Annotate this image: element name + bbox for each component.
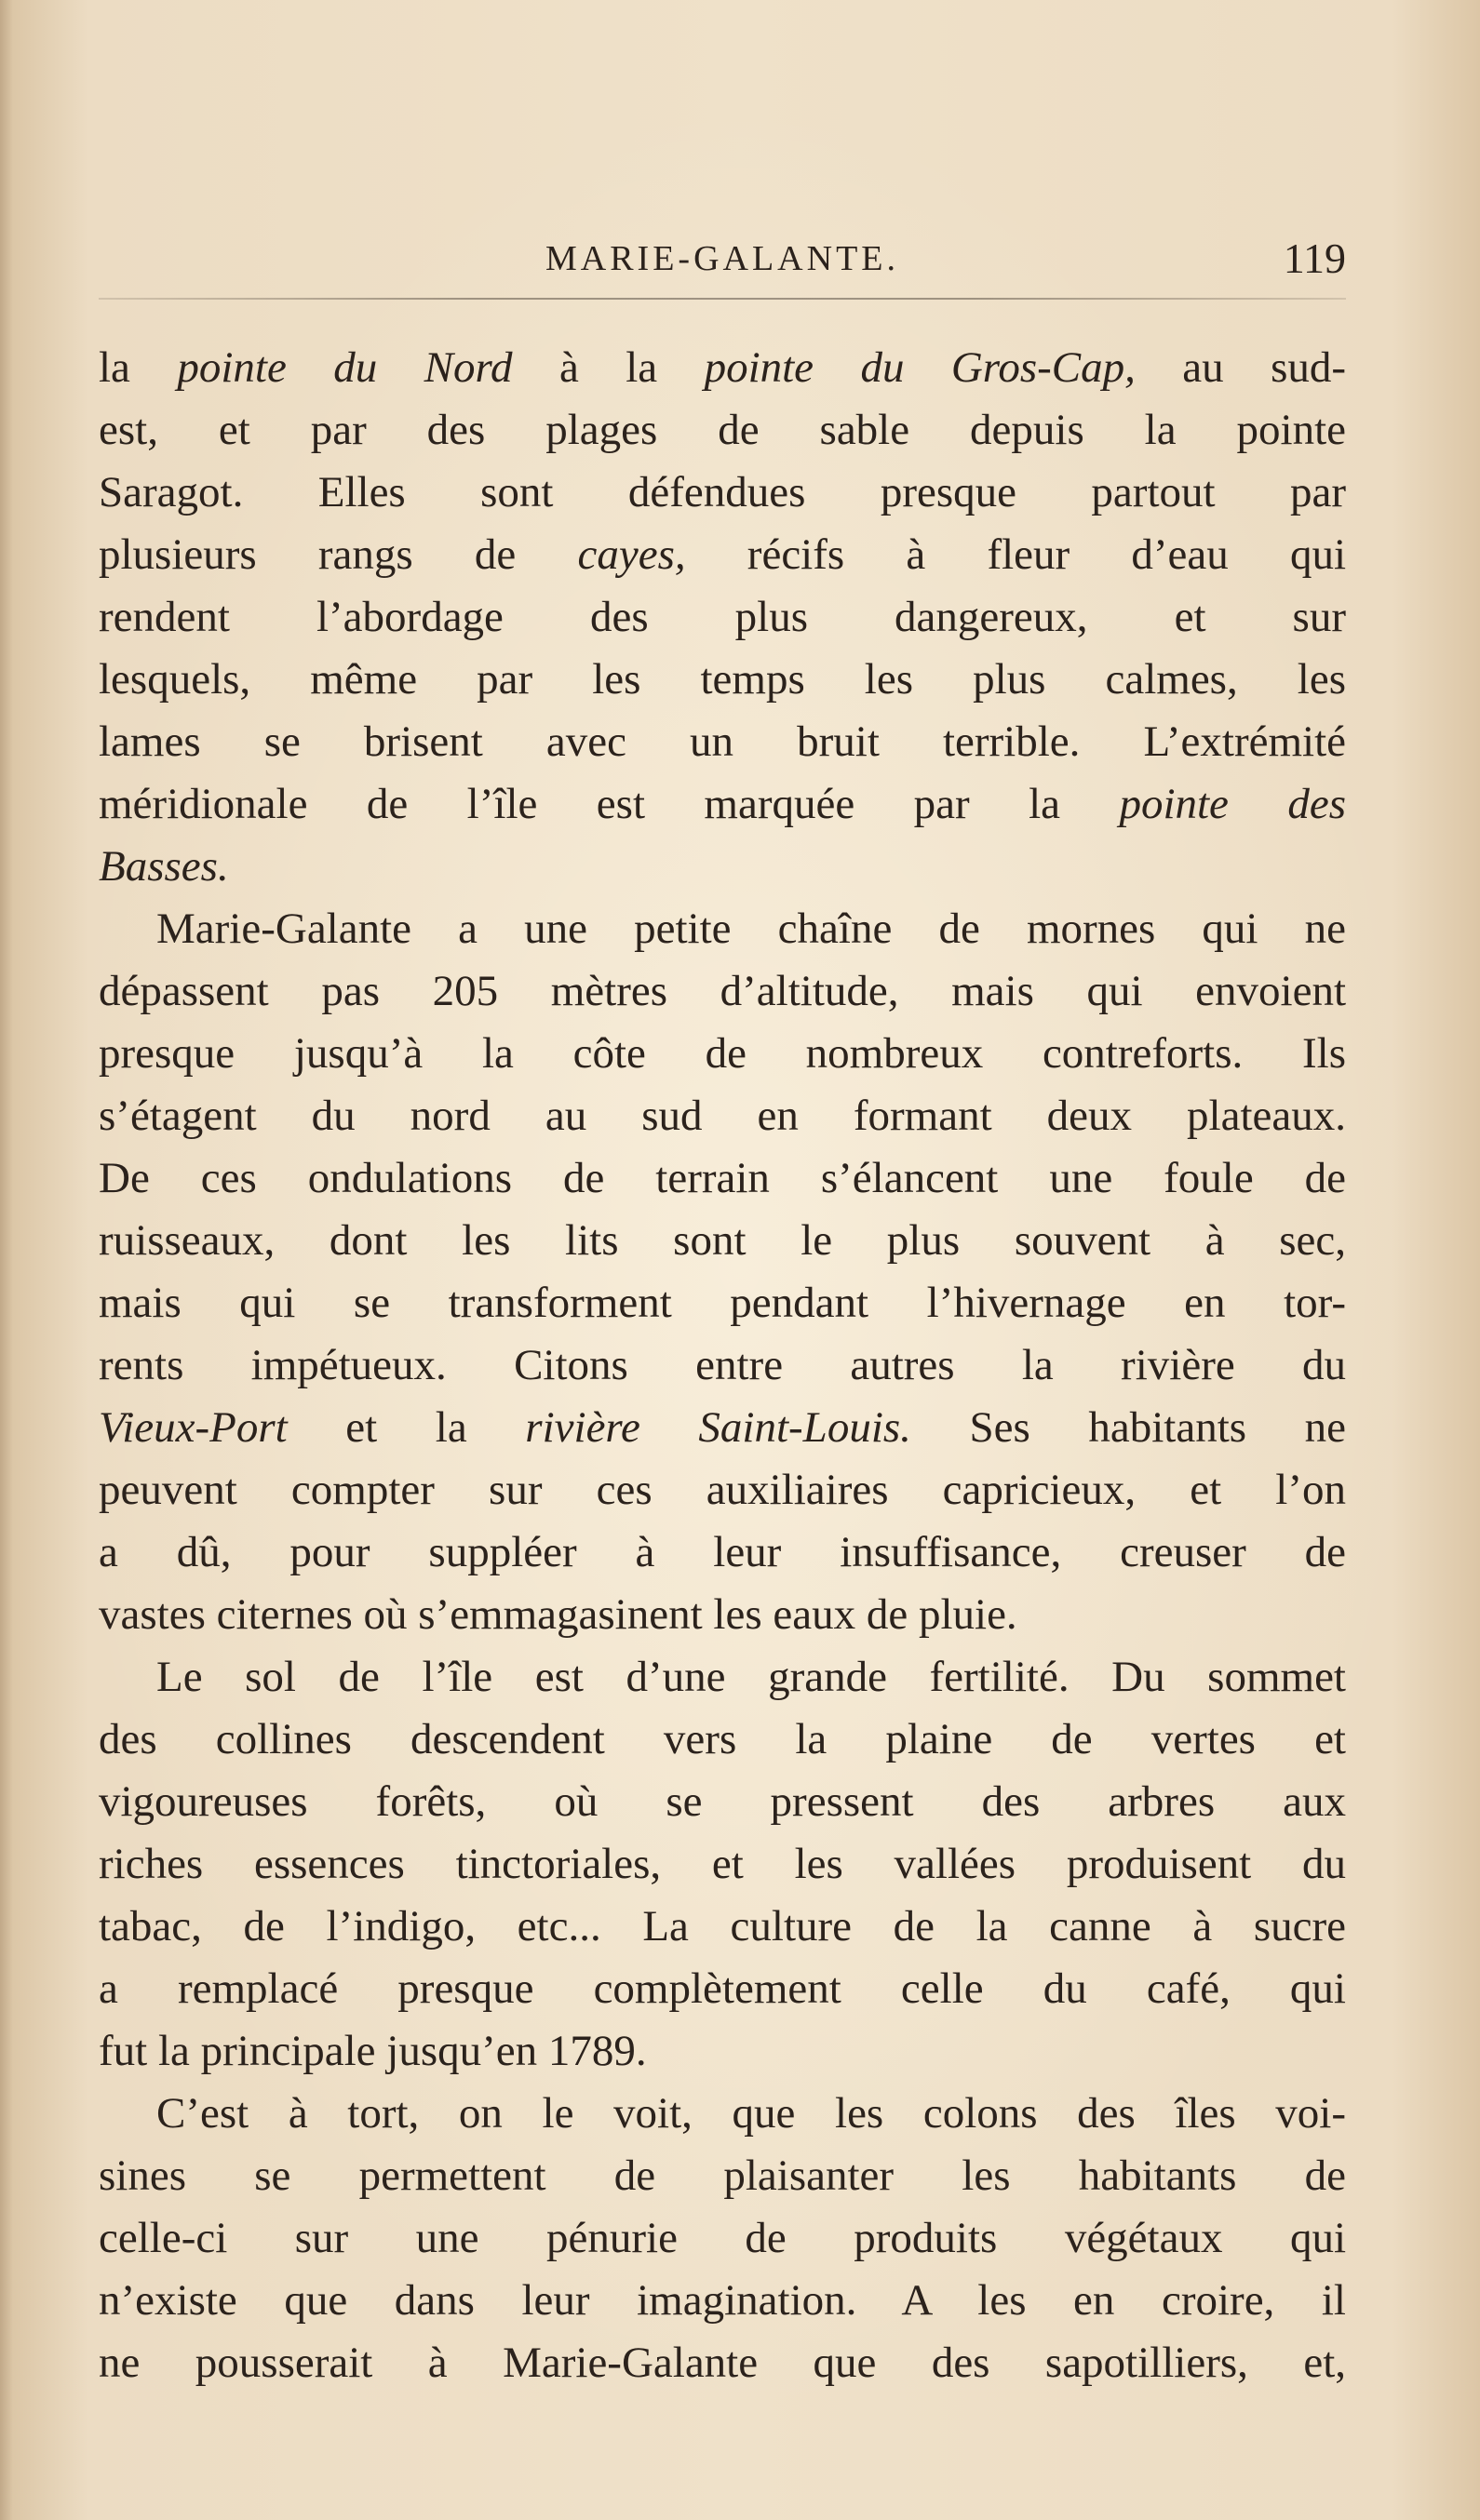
text-line <box>99 1584 1346 1646</box>
text-run: peuvent compter sur ces auxiliaires capricieux, et l’on <box>99 1466 1346 1514</box>
text-run: Ses habitants ne <box>910 1403 1346 1452</box>
text-run: a remplacé presque complètement celle du café, qui <box>99 1964 1346 2013</box>
text-run: plusieurs rangs de <box>99 530 578 579</box>
text-run: rents impétueux. Citons entre autres la rivière du <box>99 1341 1346 1389</box>
text-line <box>99 1646 1346 1709</box>
text-run: est, et par des plages de sable depuis la pointe <box>99 406 1346 454</box>
text-run: s’étagent du nord au sud en formant deux plateaux. <box>99 1092 1346 1140</box>
text-line <box>99 1085 1346 1147</box>
text-line <box>99 399 1346 462</box>
text-line <box>99 1334 1346 1397</box>
text-run: dépassent pas 205 mètres d’altitude, mais qui envoient <box>99 967 1346 1015</box>
text-run: récifs à fleur d’eau qui <box>685 530 1347 579</box>
text-run: au sud- <box>1135 343 1347 392</box>
text-line <box>99 1771 1346 1833</box>
text-line <box>99 1210 1346 1272</box>
body-text <box>99 337 1346 2394</box>
running-title: MARIE-GALANTE. <box>545 239 899 278</box>
text-line <box>99 711 1346 773</box>
text-line <box>99 1521 1346 1584</box>
text-line <box>99 1397 1346 1459</box>
text-line <box>99 524 1346 586</box>
text-line <box>99 2020 1346 2083</box>
italic-run: Vieux-Port <box>99 1403 288 1452</box>
text-line <box>99 960 1346 1023</box>
text-run: mais qui se transforment pendant l’hivernage en tor- <box>99 1279 1346 1327</box>
text-run: a dû, pour suppléer à leur insuffisance, creuser de <box>99 1528 1346 1576</box>
text-line <box>99 2145 1346 2207</box>
text-run: méridionale de l’île est marquée par la <box>99 780 1120 828</box>
text-line <box>99 898 1346 960</box>
text-run: vastes citernes où s’emmagasinent les eaux de pluie. <box>99 1590 1017 1639</box>
text-run: ne pousserait à Marie-Galante que des sapotilliers, et, <box>99 2339 1346 2387</box>
text-run: sines se permettent de plaisanter les habitants de <box>99 2151 1346 2200</box>
italic-run: pointe du Nord <box>177 343 513 392</box>
text-run: et la <box>287 1403 526 1452</box>
text-run: presque jusqu’à la côte de nombreux contreforts. Ils <box>99 1029 1346 1078</box>
text-run: ruisseaux, dont les lits sont le plus souvent à sec, <box>99 1216 1346 1265</box>
text-line <box>99 2270 1346 2332</box>
text-run: C’est à tort, on le voit, que les colons des îles voi- <box>156 2089 1346 2138</box>
text-run: rendent l’abordage des plus dangereux, et sur <box>99 593 1346 641</box>
text-line <box>99 773 1346 836</box>
italic-run: pointe du Gros-Cap, <box>704 343 1136 392</box>
page-header <box>99 231 1346 287</box>
text-line <box>99 1459 1346 1521</box>
left-page-edge <box>0 0 13 2520</box>
text-run: Le sol de l’île est d’une grande fertilité. Du sommet <box>156 1653 1346 1701</box>
text-line <box>99 2083 1346 2145</box>
text-line <box>99 2332 1346 2394</box>
text-run: celle-ci sur une pénurie de produits végétaux qui <box>99 2214 1346 2262</box>
text-line <box>99 337 1346 399</box>
text-line <box>99 1023 1346 1085</box>
text-run: la <box>99 343 178 392</box>
header-rule <box>99 298 1346 300</box>
text-line <box>99 1272 1346 1334</box>
text-run: De ces ondulations de terrain s’élancent une foule de <box>99 1154 1346 1202</box>
text-run: riches essences tinctoriales, et les vallées produisent du <box>99 1840 1346 1888</box>
text-line <box>99 1709 1346 1771</box>
italic-run: rivière Saint-Louis. <box>525 1403 911 1452</box>
text-run: Marie-Galante a une petite chaîne de mornes qui ne <box>156 905 1346 953</box>
text-line <box>99 586 1346 649</box>
text-line <box>99 462 1346 524</box>
text-run: Saragot. Elles sont défendues presque partout par <box>99 468 1346 516</box>
text-run: fut la principale jusqu’en 1789. <box>99 2027 647 2075</box>
italic-run: cayes, <box>577 530 686 579</box>
text-run: des collines descendent vers la plaine de vertes et <box>99 1715 1346 1763</box>
text-run: vigoureuses forêts, où se pressent des arbres aux <box>99 1777 1346 1826</box>
italic-run: Basses. <box>99 842 229 891</box>
text-run: n’existe que dans leur imagination. A les en croire, il <box>99 2276 1346 2325</box>
text-line <box>99 1896 1346 1958</box>
page-number: 119 <box>1283 235 1346 282</box>
text-line <box>99 2207 1346 2270</box>
text-line <box>99 1958 1346 2020</box>
text-run: lesquels, même par les temps les plus calmes, les <box>99 655 1346 704</box>
text-line <box>99 649 1346 711</box>
text-run: tabac, de l’indigo, etc... La culture de la canne à sucre <box>99 1902 1346 1950</box>
text-run: à la <box>512 343 705 392</box>
text-line <box>99 1833 1346 1896</box>
text-line <box>99 836 1346 898</box>
text-run: lames se brisent avec un bruit terrible. L’extrémité <box>99 717 1346 766</box>
italic-run: pointe des <box>1119 780 1346 828</box>
text-line <box>99 1147 1346 1210</box>
